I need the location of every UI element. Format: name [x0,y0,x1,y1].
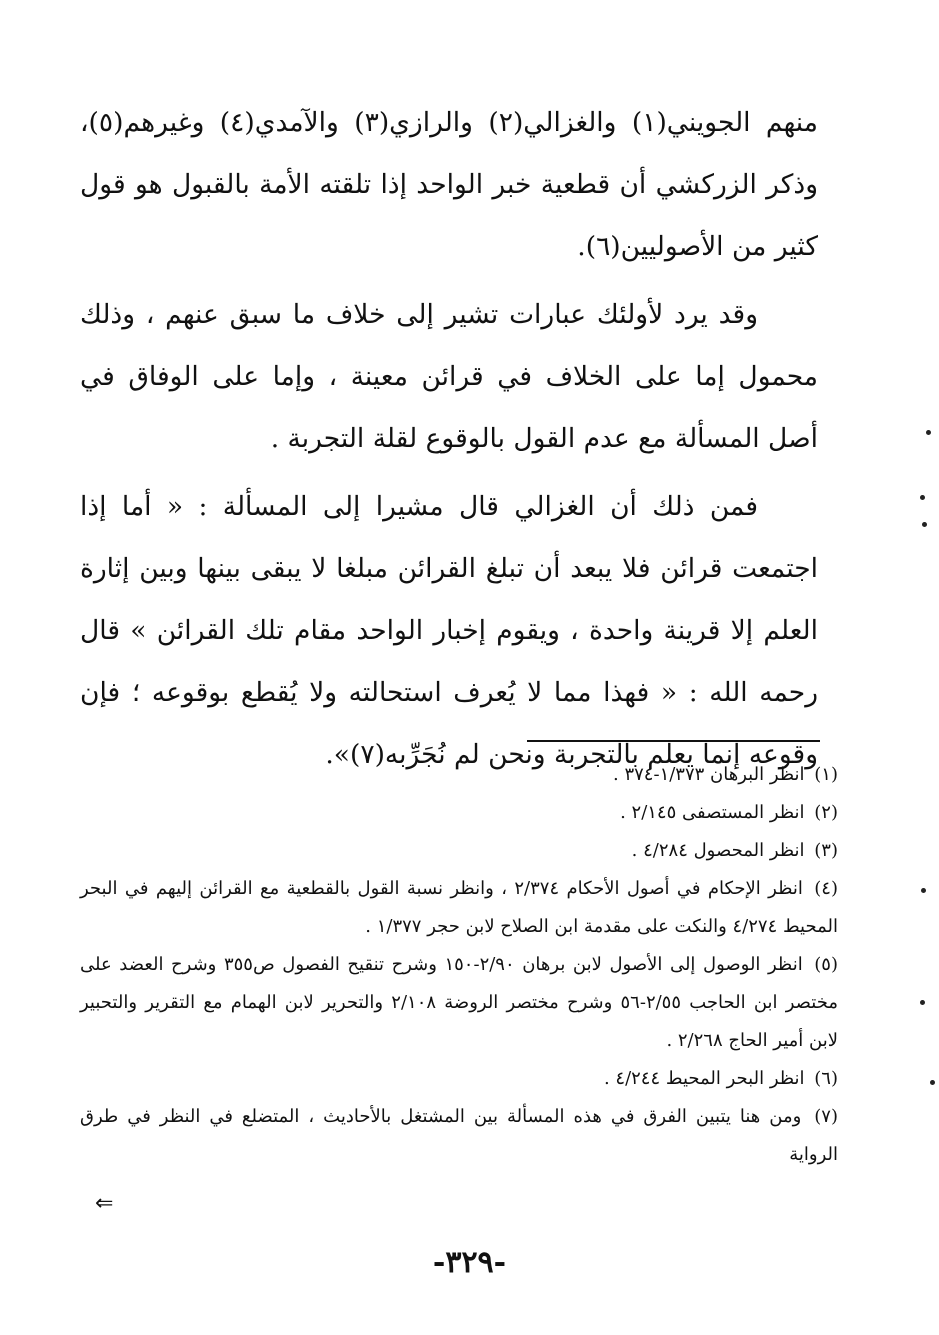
footnote-number: (٣) [814,840,838,861]
footnotes [80,756,838,1174]
footnote-number: (١) [814,764,838,785]
footnote-separator [527,740,820,742]
footnote-2 [80,794,838,832]
main-text [80,92,818,786]
footnote-number: (٦) [814,1068,838,1089]
footnote-number: (٥) [814,954,838,975]
footnote-text: انظر البرهان ١/٣٧٣-٣٧٤ . [613,764,805,785]
scan-speck [921,888,926,893]
footnote-3 [80,832,838,870]
scan-speck [922,522,927,527]
footnote-7 [80,1098,838,1174]
footnote-number: (٢) [814,802,838,823]
paragraph-1: منهم الجويني(١) والغزالي(٢) والرازي(٣) والآمدي(٤) وغيرهم(٥)، وذكر الزركشي أن قطعية خبر الواحد إذا تلقته الأمة بالقبول هو قول كثير من الأصوليين(٦). [80,107,818,262]
footnote-text: انظر المستصفى ٢/١٤٥ . [620,802,805,823]
footnote-1 [80,756,838,794]
footnote-text: انظر الإحكام في أصول الأحكام ٢/٣٧٤ ، وانظر نسبة القول بالقطعية مع القرائن إليهم في البحر المحيط ٤/٢٧٤ والنكت على مقدمة ابن الصلاح لابن حجر ١/٣٧٧ . [80,878,838,937]
scan-speck [920,1000,925,1005]
footnote-text: انظر البحر المحيط ٤/٢٤٤ . [603,1068,805,1089]
footnote-5 [80,946,838,1060]
scan-speck [920,495,925,500]
footnote-4 [80,870,838,946]
footnote-text: انظر الوصول إلى الأصول لابن برهان ٢/٩٠-١٥٠ وشرح تنقيح الفصول ص٣٥٥ وشرح العضد على مختصر ابن الحاجب ٢/٥٥-٥٦ وشرح مختصر الروضة ٢/١٠٨ والتحرير لابن الهمام مع التقرير والتحبير لابن أمير الحاج ٢/٢٦٨ . [80,954,838,1051]
continuation-arrow-icon: ⇐ [95,1191,114,1216]
page-number: -٣٢٩- [432,1245,507,1280]
scan-speck [926,430,931,435]
footnote-number: (٤) [814,878,838,899]
footnote-6 [80,1060,838,1098]
footnote-number: (٧) [814,1106,838,1127]
paragraph-3: فمن ذلك أن الغزالي قال مشيرا إلى المسألة : « أما إذا اجتمعت قرائن فلا يبعد أن تبلغ القرائن مبلغا لا يبقى بينها وبين إثارة العلم إلا قرينة واحدة ، ويقوم إخبار الواحد مقام تلك القرائن » قال رحمه الله : « فهذا مما لا يُعرف استحالته ولا يُقطع بوقوعه ؛ فإن وقوعه إنما يعلم بالتجربة ونحن لم نُجَرِّبه(٧)». [80,491,818,770]
paragraph-2: وقد يرد لأولئك عبارات تشير إلى خلاف ما سبق عنهم ، وذلك محمول إما على الخلاف في قرائن معينة ، وإما على الوفاق في أصل المسألة مع عدم القول بالوقوع لقلة التجربة . [80,299,818,454]
footnote-text: ومن هنا يتبين الفرق في هذه المسألة بين المشتغل بالأحاديث ، المتضلع في النظر في طرق الرواية [80,1106,838,1165]
footnote-text: انظر المحصول ٤/٢٨٤ . [631,840,805,861]
scan-speck [930,1080,935,1085]
